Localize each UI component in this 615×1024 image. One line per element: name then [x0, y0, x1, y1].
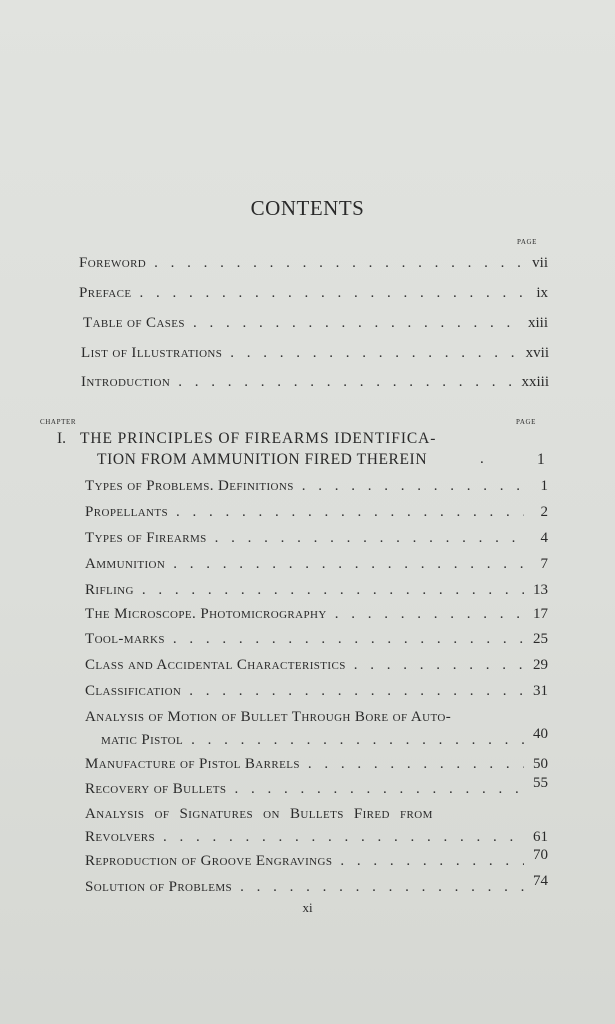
toc-entry-label: Reproduction of Groove Engravings: [85, 853, 333, 869]
toc-entry-page: ix: [536, 285, 548, 301]
page-column-header: page: [517, 236, 538, 247]
toc-entry-label: Rifling: [85, 582, 134, 598]
chapter-title-line2[interactable]: TION FROM AMMUNITION FIRED THEREIN: [97, 451, 428, 468]
leader-dots: [234, 781, 524, 798]
toc-entry-label: Foreword: [79, 255, 147, 271]
leader-dots: [142, 582, 524, 599]
leader-dots: [240, 879, 524, 896]
toc-entry-page: 61: [533, 829, 548, 845]
leader-dots: [189, 683, 524, 700]
toc-section[interactable]: [101, 726, 548, 749]
leader-dots: [173, 631, 524, 648]
toc-section-label-line1[interactable]: Analysis of Motion of Bullet Through Bore of Auto-: [85, 709, 452, 725]
leader-dots: [163, 829, 524, 846]
toc-section[interactable]: [85, 504, 548, 521]
leader-dots: [230, 345, 521, 362]
toc-entry-page: xxiii: [521, 374, 549, 390]
toc-entry-label: Ammunition: [85, 556, 166, 572]
leader-dots: [140, 285, 525, 302]
toc-entry-preface[interactable]: [79, 285, 548, 302]
chapter-page: 1: [537, 451, 545, 468]
toc-entry-introduction[interactable]: [81, 374, 549, 391]
page-column-header: page: [516, 416, 537, 427]
leader-dots: [178, 374, 517, 391]
toc-section[interactable]: [85, 556, 548, 573]
toc-section[interactable]: [85, 657, 548, 674]
leader-dots: [340, 853, 524, 870]
toc-entry-label: Tool-marks: [85, 631, 165, 647]
chapter-number: I.: [57, 430, 67, 447]
toc-entry-page: vii: [532, 255, 548, 271]
leader-dots: [176, 504, 524, 521]
toc-section[interactable]: [85, 582, 548, 599]
toc-entry-page: 40: [533, 726, 548, 742]
page-title: CONTENTS: [250, 196, 365, 220]
toc-entry-label: Recovery of Bullets: [85, 781, 227, 797]
chapter-column-header: chapter: [40, 416, 77, 427]
toc-entry-page: 7: [540, 556, 548, 572]
toc-entry-label: Preface: [79, 285, 132, 301]
toc-entry-label: List of Illustrations: [81, 345, 223, 361]
toc-section-label-line1[interactable]: Analysis of Signatures on Bullets Fired from: [85, 806, 433, 822]
toc-section[interactable]: [85, 873, 548, 896]
toc-entry-page: 74: [533, 873, 548, 889]
toc-entry-label-line2: Revolvers: [85, 829, 156, 845]
toc-entry-page: 25: [533, 631, 548, 647]
toc-entry-page: 50: [533, 756, 548, 772]
toc-section[interactable]: [85, 606, 548, 623]
toc-entry-list-of-illustrations[interactable]: [81, 345, 549, 362]
toc-entry-label: Introduction: [81, 374, 171, 390]
toc-entry-label: Solution of Problems: [85, 879, 233, 895]
leader-dots: [173, 556, 524, 573]
toc-entry-page: 55: [533, 775, 548, 791]
leader-dots: [354, 657, 524, 674]
toc-entry-table-of-cases[interactable]: [83, 315, 548, 332]
leader-dots: [308, 756, 524, 773]
chapter-title-line1[interactable]: THE PRINCIPLES OF FIREARMS IDENTIFICA-: [80, 430, 437, 447]
toc-section[interactable]: [85, 683, 548, 700]
leader-dots: [302, 478, 524, 495]
toc-section[interactable]: [85, 756, 548, 773]
toc-entry-page: 13: [533, 582, 548, 598]
leader-dots: [154, 255, 524, 272]
toc-entry-label: Manufacture of Pistol Barrels: [85, 756, 300, 772]
leader-dots: [193, 315, 524, 332]
toc-section[interactable]: [85, 530, 548, 547]
toc-entry-page: 17: [533, 606, 548, 622]
toc-entry-label: Types of Problems. Definitions: [85, 478, 294, 494]
toc-entry-page: xvii: [525, 345, 549, 361]
toc-entry-page: 70: [533, 847, 548, 863]
toc-entry-label: Propellants: [85, 504, 169, 520]
toc-entry-label: Classification: [85, 683, 182, 699]
page-number: xi: [302, 900, 313, 915]
toc-section[interactable]: [85, 847, 548, 870]
toc-entry-label: The Microscope. Photomicrography: [85, 606, 327, 622]
leader-dots: .: [480, 451, 484, 467]
leader-dots: [215, 530, 524, 547]
toc-entry-page: 1: [540, 478, 548, 494]
toc-entry-page: 2: [540, 504, 548, 520]
toc-entry-label: Class and Accidental Characteristics: [85, 657, 346, 673]
toc-entry-page: 31: [533, 683, 548, 699]
toc-entry-page: 29: [533, 657, 548, 673]
toc-section[interactable]: [85, 478, 548, 495]
toc-entry-label-line2: matic Pistol: [101, 732, 184, 748]
toc-entry-label: Table of Cases: [83, 315, 185, 331]
toc-section[interactable]: [85, 829, 548, 846]
toc-section[interactable]: [85, 631, 548, 648]
toc-entry-page: xiii: [527, 315, 548, 331]
leader-dots: [191, 732, 524, 749]
toc-section[interactable]: [85, 775, 548, 798]
toc-entry-label: Types of Firearms: [85, 530, 207, 546]
leader-dots: [335, 606, 524, 623]
toc-entry-page: 4: [540, 530, 548, 546]
toc-entry-foreword[interactable]: [79, 255, 548, 272]
